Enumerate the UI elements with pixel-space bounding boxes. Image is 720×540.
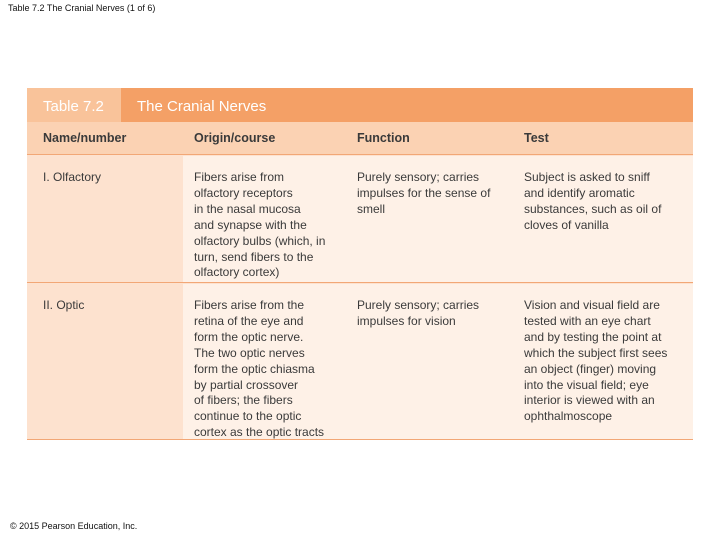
- function-cell: Purely sensory; carries impulses for the sense of smell: [357, 170, 491, 216]
- table-number-tab: [27, 88, 121, 122]
- function-cell: Purely sensory; carries impulses for vision: [357, 298, 480, 328]
- table-row: [27, 156, 693, 283]
- origin-cell: Fibers arise from the retina of the eye and form the optic nerve. The two optic nerves form the optic chiasma by partial crossover of fibers; the fibers continue to the optic cortex as the optic tracts: [194, 298, 325, 440]
- origin-cell: Fibers arise from olfactory receptors in the nasal mucosa and synapse with the olfactory bulbs (which, in turn, send fibers to the olfactory cortex): [194, 170, 326, 280]
- slide-title: Table 7.2 The Cranial Nerves (1 of 6): [8, 3, 156, 13]
- copyright-notice: © 2015 Pearson Education, Inc.: [10, 521, 138, 531]
- table-header-bar: [27, 88, 693, 122]
- column-header-test: Test: [524, 131, 549, 145]
- column-header-row: [27, 122, 693, 155]
- test-cell: Vision and visual field are tested with an eye chart and by testing the point at which the subject first sees an object (finger) moving into the visual field; eye interior is viewed with an ophthalmoscope: [524, 298, 668, 424]
- nerve-name: II. Optic: [43, 298, 85, 312]
- table-row: [27, 284, 693, 440]
- column-header-name: Name/number: [43, 131, 127, 145]
- table-number: Table 7.2: [43, 98, 104, 115]
- column-header-origin: Origin/course: [194, 131, 276, 145]
- column-header-function: Function: [357, 131, 410, 145]
- test-cell: Subject is asked to sniff and identify aromatic substances, such as oil of cloves of vanilla: [524, 170, 662, 232]
- cranial-nerves-table: [27, 88, 693, 440]
- nerve-name: I. Olfactory: [43, 170, 102, 184]
- table-caption: The Cranial Nerves: [137, 98, 267, 115]
